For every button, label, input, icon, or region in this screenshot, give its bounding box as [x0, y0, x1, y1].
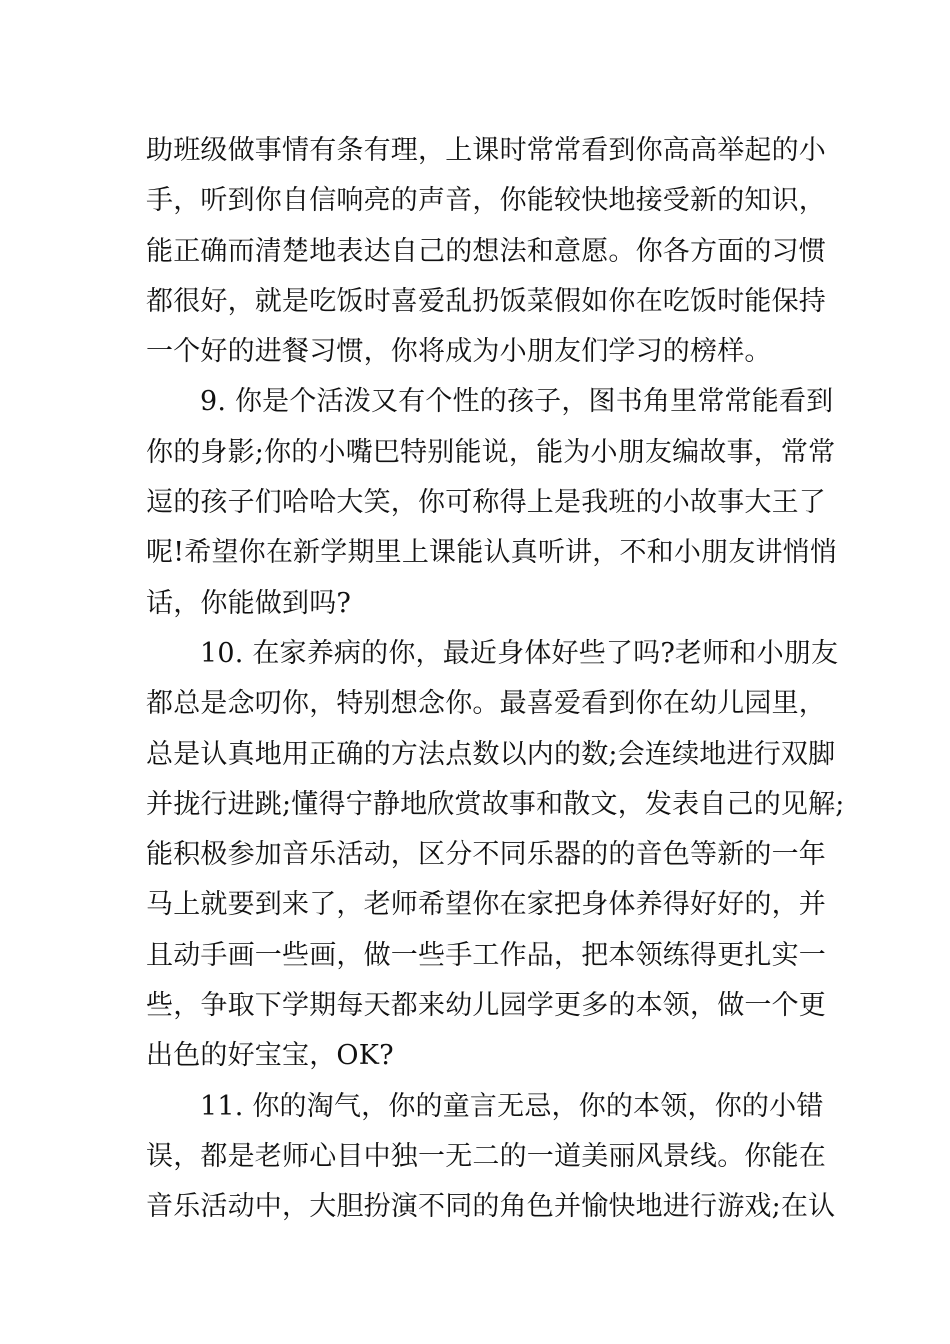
text-line: 一个好的进餐习惯，你将成为小朋友们学习的榜样。 [146, 336, 772, 368]
text-line: 逗的孩子们哈哈大笑，你可称得上是我班的小故事大王了 [146, 487, 826, 519]
text-line: 总是认真地用正确的方法点数以内的数;会连续地进行双脚 [146, 738, 836, 770]
paragraph-10-start: 10. 在家养病的你，最近身体好些了吗?老师和小朋友 [200, 637, 839, 669]
text-line: 马上就要到来了，老师希望你在家把身体养得好好的，并 [146, 889, 826, 921]
text-line: 助班级做事情有条有理，上课时常常看到你高高举起的小 [146, 135, 826, 166]
paragraph-9-start: 9. 你是个活泼又有个性的孩子，图书角里常常能看到 [200, 386, 834, 418]
document-body [146, 126, 845, 1233]
paragraph-11-start: 11. 你的淘气，你的童言无忌，你的本领，你的小错 [200, 1090, 824, 1122]
text-line: 且动手画一些画，做一些手工作品，把本领练得更扎实一 [146, 939, 826, 971]
text-line: 都很好，就是吃饭时喜爱乱扔饭菜假如你在吃饭时能保持 [146, 285, 826, 317]
text-line: 些，争取下学期每天都来幼儿园学更多的本领，做一个更 [146, 990, 826, 1022]
text-line: 手，听到你自信响亮的声音，你能较快地接受新的知识， [146, 185, 826, 217]
text-line: 呢!希望你在新学期里上课能认真听讲，不和小朋友讲悄悄 [146, 537, 838, 569]
text-line: 你的身影;你的小嘴巴特别能说，能为小朋友编故事，常常 [146, 436, 836, 468]
text-line: 话，你能做到吗? [146, 587, 352, 619]
text-line: 出色的好宝宝，OK? [146, 1040, 394, 1072]
text-line: 都总是念叨你，特别想念你。最喜爱看到你在幼儿园里， [146, 688, 826, 720]
text-line: 能积极参加音乐活动，区分不同乐器的的音色等新的一年 [146, 839, 826, 871]
text-line: 音乐活动中，大胆扮演不同的角色并愉快地进行游戏;在认 [146, 1191, 836, 1223]
text-line: 误，都是老师心目中独一无二的一道美丽风景线。你能在 [146, 1140, 826, 1172]
text-line: 能正确而清楚地表达自己的想法和意愿。你各方面的习惯 [146, 235, 826, 267]
text-line: 并拢行进跳;懂得宁静地欣赏故事和散文，发表自己的见解; [146, 788, 845, 820]
